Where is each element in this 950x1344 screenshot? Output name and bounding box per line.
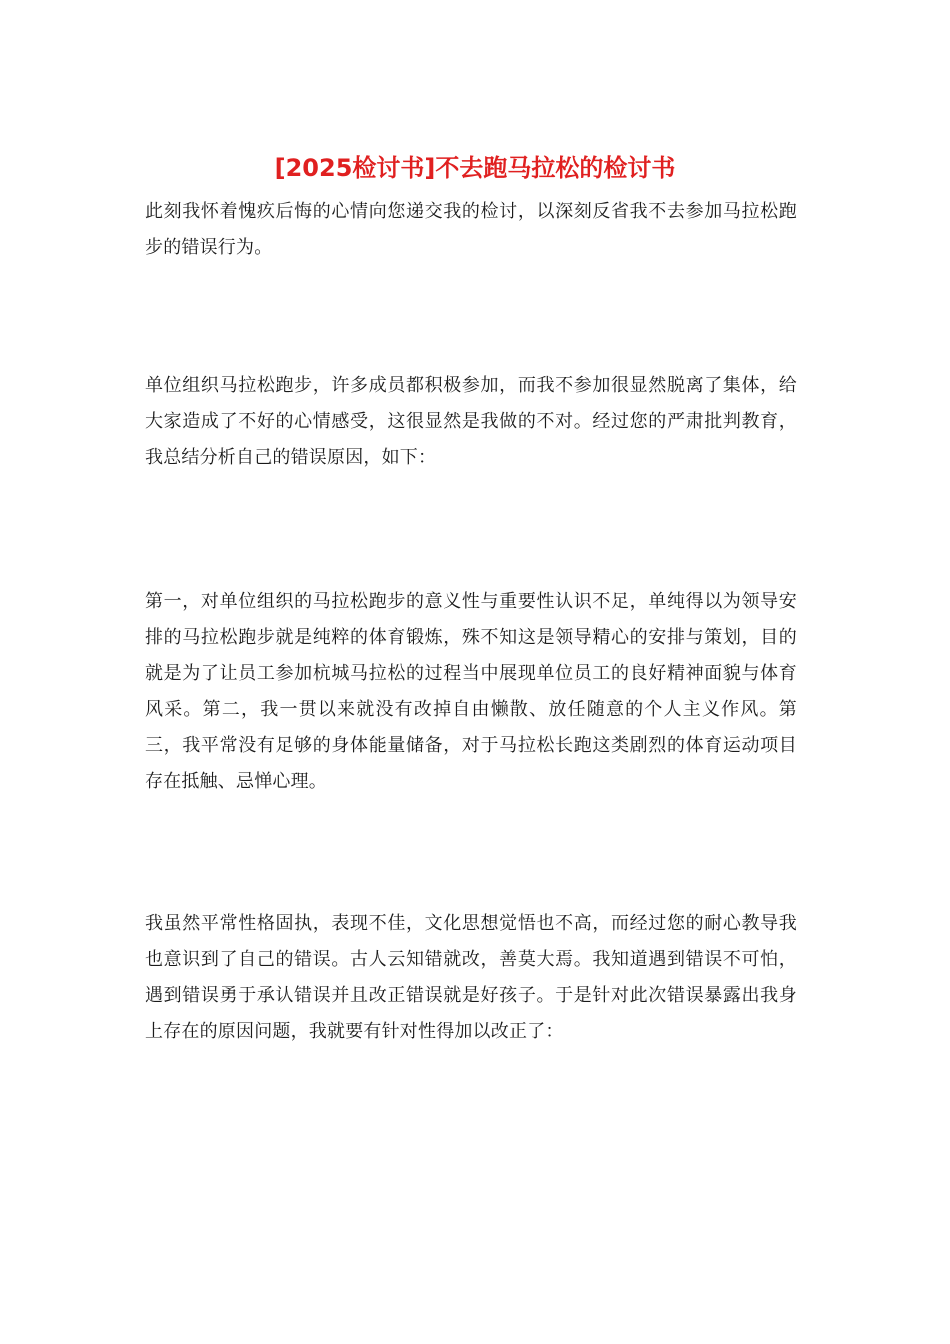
paragraph-background: 单位组织马拉松跑步，许多成员都积极参加，而我不参加很显然脱离了集体，给大家造成了不好的心情感受，这很显然是我做的不对。经过您的严肃批判教育，我总结分析自己的错误原因，如下： [145,375,797,468]
paragraph-intro: 此刻我怀着愧疚后悔的心情向您递交我的检讨，以深刻反省我不去参加马拉松跑步的错误行为。 [145,201,797,258]
document-title: [2025检讨书]不去跑马拉松的检讨书 [274,154,676,182]
paragraph-reasons: 第一，对单位组织的马拉松跑步的意义性与重要性认识不足，单纯得以为领导安排的马拉松跑步就是纯粹的体育锻炼，殊不知这是领导精心的安排与策划，目的就是为了让员工参加杭城马拉松的过程当中展现单位员工的良好精神面貌与体育风采。第二，我一贯以来就没有改掉自由懒散、放任随意的个人主义作风。第三，我平常没有足够的身体能量储备，对于马拉松长跑这类剧烈的体育运动项目存在抵触、忌惮心理。 [145,591,797,792]
paragraph-reflection: 我虽然平常性格固执，表现不佳，文化思想觉悟也不高，而经过您的耐心教导我也意识到了自己的错误。古人云知错就改，善莫大焉。我知道遇到错误不可怕，遇到错误勇于承认错误并且改正错误就是好孩子。于是针对此次错误暴露出我身上存在的原因问题，我就要有针对性得加以改正了： [145,913,797,1042]
